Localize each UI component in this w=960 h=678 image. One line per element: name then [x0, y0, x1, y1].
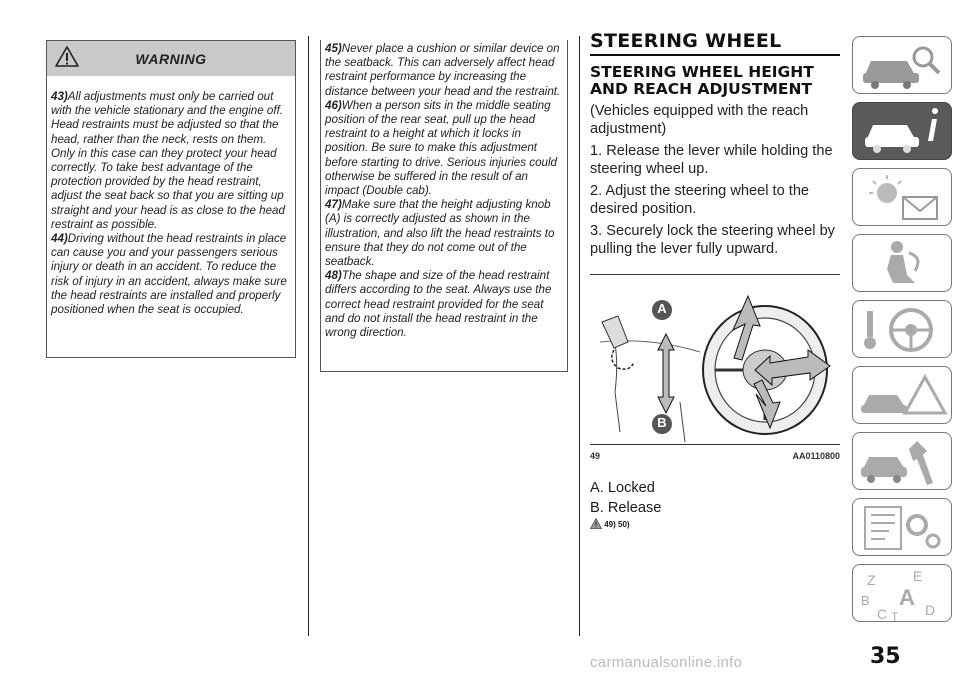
- warning-notes: [47, 76, 295, 317]
- notes-list: [321, 40, 567, 340]
- watermark: carmanualsonline.info: [590, 654, 743, 671]
- notes-box: [320, 40, 568, 372]
- note-47: 47)Make sure that the height adjusting knob (A) is correctly adjusted as shown in the illustration, and also lift the head restraints to ensure that they do not come out of the seatback.: [325, 198, 555, 269]
- car-wrench-icon: [853, 433, 953, 491]
- alphabet-index-icon: [853, 565, 953, 623]
- legend-a: A. Locked: [590, 480, 655, 496]
- page-number: 35: [870, 644, 901, 669]
- tab-maintenance[interactable]: [852, 432, 952, 490]
- car-info-icon: [853, 103, 953, 161]
- svg-text:E: E: [913, 568, 923, 584]
- figure-code: AA0110800: [792, 451, 840, 461]
- svg-text:T: T: [891, 610, 899, 623]
- note-48: 48)The shape and size of the head restraint differs according to the seat. Always use the correct head restraint provided for the seat and do not install the head restraint in the wrong direction.: [325, 269, 552, 340]
- svg-text:D: D: [925, 602, 936, 618]
- figure-legend: [590, 479, 661, 519]
- tab-technical-data[interactable]: [852, 498, 952, 556]
- note-43: 43)All adjustments must only be carried out with the vehicle stationary and the engine off. Head restraints must be adjusted so that the head, rather than the neck, rests on them. Only in this case can they protect your head correctly. To take best advantage of the protection provided by the head restraint, adjust the seat back so that you are sitting up straight and your head is as close to the head restraint as possible.: [51, 90, 285, 231]
- warning-header: [47, 41, 295, 76]
- section-subtitle: STEERING WHEEL HEIGHT AND REACH ADJUSTMENT: [590, 63, 814, 98]
- tab-index[interactable]: [852, 564, 952, 622]
- svg-text:B: B: [861, 593, 870, 608]
- column-divider-2: [579, 36, 580, 636]
- steering-section: [590, 30, 840, 529]
- car-warning-triangle-icon: [853, 367, 953, 425]
- figure-label-a: A: [657, 301, 667, 316]
- svg-text:Z: Z: [867, 572, 876, 588]
- legend-b: B. Release: [590, 500, 662, 516]
- key-steering-icon: [853, 301, 953, 359]
- step-2: 2. Adjust the steering wheel to the desired position.: [590, 183, 810, 217]
- svg-text:A: A: [899, 585, 915, 610]
- section-title: STEERING WHEEL: [590, 30, 782, 52]
- figure-number: 49: [590, 451, 601, 461]
- car-search-icon: [853, 37, 953, 95]
- warning-title: WARNING: [135, 51, 207, 67]
- section-title-rule: [590, 54, 840, 56]
- step-3: 3. Securely lock the steering wheel by pulling the lever fully upward.: [590, 223, 835, 257]
- tab-safety[interactable]: [852, 234, 952, 292]
- tab-lights-messages[interactable]: [852, 168, 952, 226]
- column-divider-1: [308, 36, 309, 636]
- seat-airbag-icon: [853, 235, 953, 293]
- figure-bottom-rule: [590, 444, 840, 445]
- warning-ref-icon: [590, 518, 602, 529]
- steering-wheel-illustration: [590, 282, 840, 444]
- step-1: 1. Release the lever while holding the steering wheel up.: [590, 143, 833, 177]
- figure-label-b: B: [657, 415, 667, 430]
- figure-top-rule: [590, 274, 840, 275]
- note-44: 44)Driving without the head restraints in place can cause you and your passengers serious injury or death in an accident. To reduce the risk of injury in an accident, always make sure the head restraints are installed and properly positioned when the seat is occupied.: [51, 232, 287, 317]
- note-46: 46)When a person sits in the middle seating position of the rear seat, pull up the head restraint to a height at which it locks in position. Be sure to make this adjustment before starting to drive. Serious injuries could otherwise be suffered in the result of an impact (Double cab).: [325, 98, 557, 198]
- warning-refs: 49) 50): [590, 518, 630, 529]
- warning-light-envelope-icon: [853, 169, 953, 227]
- tab-car-info[interactable]: [852, 102, 952, 160]
- tab-emergency[interactable]: [852, 366, 952, 424]
- note-45: 45)Never place a cushion or similar device on the seatback. This can adversely affect head restraint performance by increasing the distance between your head and the restraint.: [325, 42, 561, 98]
- list-gear-icon: [853, 499, 953, 557]
- warning-box: [46, 40, 296, 358]
- tab-car-search[interactable]: [852, 36, 952, 94]
- tab-starting-driving[interactable]: [852, 300, 952, 358]
- intro-text: (Vehicles equipped with the reach adjustment): [590, 103, 809, 137]
- svg-text:C: C: [877, 606, 888, 622]
